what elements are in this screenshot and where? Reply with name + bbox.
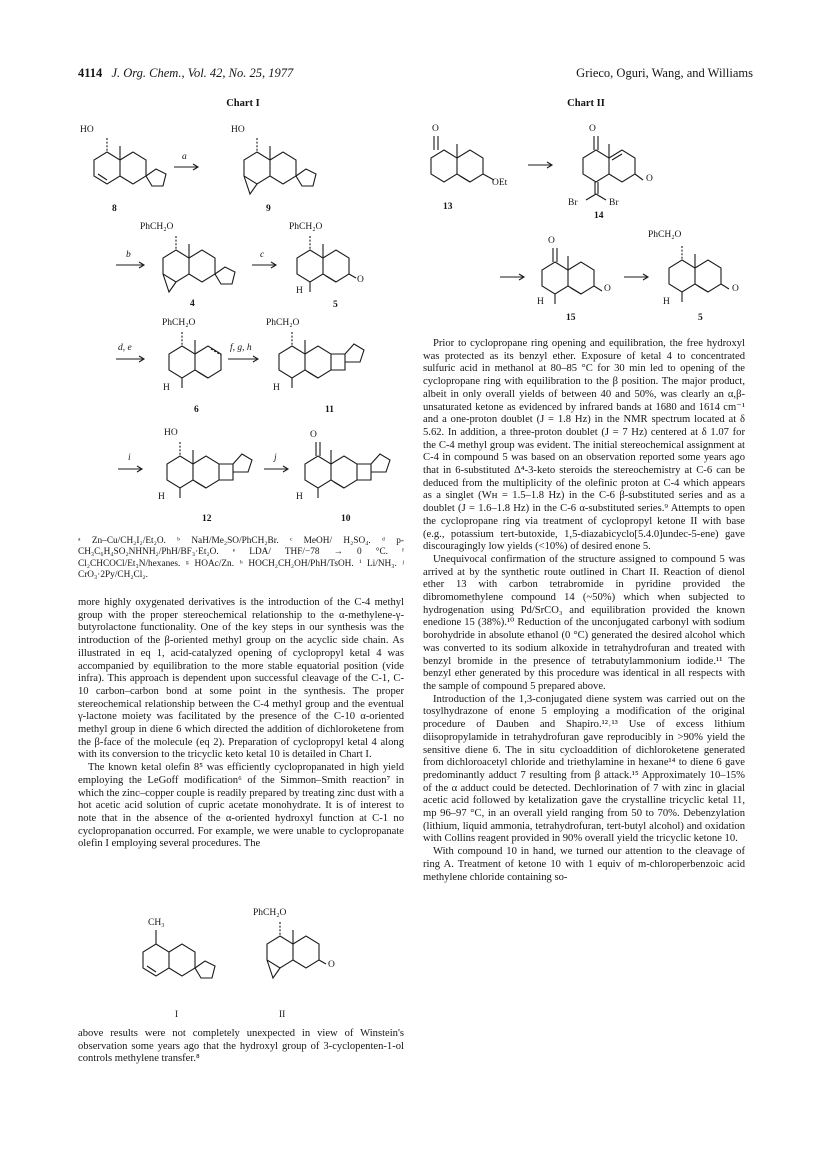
label-o-15b: O: [604, 284, 611, 294]
structure-10: [296, 440, 396, 512]
label-h-10: H: [296, 492, 303, 502]
arrow-i-label: i: [128, 453, 131, 463]
compound-10: 10: [341, 514, 351, 524]
structure-14: [574, 134, 670, 206]
label-o-5: O: [357, 275, 364, 285]
compound-11: 11: [325, 405, 334, 415]
author-list: Grieco, Oguri, Wang, and Williams: [576, 66, 753, 80]
label-o-10: O: [310, 430, 317, 440]
compound-5b: 5: [698, 313, 703, 323]
arrow-c-label: c: [260, 250, 265, 260]
left-column-text: [78, 597, 404, 851]
paragraph: Unequivocal confirmation of the structure assigned to compound 5 was arrived at by the synthetic route outlined in Chart II. Reaction of dienol ether 13 with carbon tetrabromide in pyridine provided the dibromomethylene compound 14 (~50%) which when subjected to hydrogenation using Pd/SrCO₃ and equilibration provided the known enedione 15 (38%).¹⁰ Reduction of the unconjugated carbonyl with sodium borohydride in absolute ethanol (0 °C) generated the desired alcohol which was converted to its sodium alkoxide in tetrahydrofuran and treated with benzyl bromide in the presence of tetrabutylammonium iodide.¹¹ The benzyl ether generated by this procedure was identical in all respects with the sample of compound 5 prepared above.: [423, 553, 745, 692]
paragraph: With compound 10 in hand, we turned our attention to the cleavage of ring A. Treatment of ketone 10 with 1 equiv of m-chloroperbenzoic acid methylene chloride containing so-: [423, 846, 745, 883]
paragraph: Prior to cyclopropane ring opening and equilibration, the free hydroxyl was protected as its benzyl ether. Exposure of ketal 4 to concentrated sulfuric acid in methanol at 80–85 °C for 30 min led to opening of the cyclopropane ring with equilibration to the β position. The major product, albeit in only overall yields of between 40 and 50%, was clearly an α,β-unsaturated ketone as evidenced by infrared bands at 1680 and 1614 cm⁻¹ and a one-proton doublet (J = 1.8 Hz) in the NMR spectrum located at δ 5.62. In addition, a three-proton doublet (J = 7 Hz) centered at δ 1.07 for the C-4 methyl group was evident. The initial stereochemical assignment at C-4 in compound 5 was based on an observation reported some years ago that in 6-substituted Δ⁴-3-keto steroids the stereochemistry at C-6 can be deduced from the multiplicity of the olefinic proton at C-4 which appears as a singlet (Wʜ = 1.5–1.8 Hz) in the C-6 β-substituted series and as a doublet (J = 1.6–1.8 Hz) in the C-6 α-substituted series.⁹ Attempts to open the cyclopropane ring via treatment of cyclopropyl ketone II with base (e.g., potassium tert-butoxide, 1,5-diazabicyclo[5.4.0]undec-5-ene) gave discouragingly low yields (<10%) of desired enone 5.: [423, 338, 745, 553]
label-h-5b: H: [663, 297, 670, 307]
compound-15: 15: [566, 313, 576, 323]
label-bn-5: PhCH₂O: [289, 222, 323, 232]
label-o-13: O: [432, 124, 439, 134]
label-bn-6: PhCH₂O: [162, 318, 196, 328]
right-column-text: [423, 338, 745, 884]
arrow-j-label: j: [274, 453, 277, 463]
page-number: 4114: [78, 66, 103, 80]
chart-2-title: Chart II: [567, 98, 605, 109]
compound-13: 13: [443, 202, 453, 212]
structure-11: [270, 330, 370, 402]
label-bn-II: PhCH₂O: [253, 908, 287, 918]
structure-12: [158, 440, 258, 512]
label-o-15a: O: [548, 236, 555, 246]
label-br-2: Br: [609, 198, 619, 208]
left-column-text-2: [78, 1028, 404, 1066]
label-bn-4: PhCH₂O: [140, 222, 174, 232]
paragraph: above results were not completely unexpected in view of Winstein's observation some years ago that the hydroxyl group of 3-cyclopenten-1-ol controls methylene transfer.⁸: [78, 1028, 404, 1065]
label-o-5b: O: [732, 284, 739, 294]
label-br-1: Br: [568, 198, 578, 208]
structure-9: [230, 136, 326, 206]
compound-4: 4: [190, 299, 195, 309]
label-oet-13: OEt: [492, 178, 508, 188]
compound-5: 5: [333, 300, 338, 310]
label-o-II: O: [328, 960, 335, 970]
running-head: [78, 66, 753, 82]
label-ho-8: HO: [80, 125, 94, 135]
arrow-de-label: d, e: [118, 343, 132, 353]
paragraph: Introduction of the 1,3-conjugated diene system was carried out on the tosylhydrazone of enone 5 employing a modification of the original procedure of Dauben and Shapiro.¹²˒¹³ Use of excess lithium diisopropylamide in tetrahydrofuran gave reproducibly in >90% yield the sensitive diene 6. The in situ cycloaddition of dichloroketene generated from dichloroacetyl chloride and triethylamine in hexane¹⁴ to diene 6 gave predominantly adduct 7 resulting from β attack.¹⁵ Approximately 10–15% of the α adduct could be detected. Dechlorination of 7 with zinc in glacial acetic acid followed by ketalization gave the crystalline tricyclic ketal 11, mp 96–97 °C, in an overall yield ranging from 50 to 70%. Debenzylation (lithium, liquid ammonia, tetrahydrofuran, tert-butyl alcohol) and oxidation with Collins reagent provided in 90% overall yield the tricyclic ketone 10.: [423, 693, 745, 845]
journal-citation: J. Org. Chem., Vol. 42, No. 25, 1977: [111, 66, 294, 80]
structure-4: [150, 234, 246, 306]
label-bn-11: PhCH₂O: [266, 318, 300, 328]
compound-6: 6: [194, 405, 199, 415]
label-o-14a: O: [589, 124, 596, 134]
label-h-6: H: [163, 383, 170, 393]
label-ch3: CH₃: [148, 918, 165, 928]
paragraph: more highly oxygenated derivatives is the introduction of the C-4 methyl group with the proper stereochemical relationship to the α-methylene-γ-butyrolactone functionality. One of the key steps in our synthesis was the introduction of the β-oriented methyl group on the acyclic side chain. As illustrated in eq 1, acid-catalyzed opening of cyclopropyl ketal 4 was accompanied by equilibration to the more stable equatorial position (vide infra). This approach is dependent upon successful cleavage of the C-1, C-10 carbon–carbon bond at some point in the synthesis. The proper stereochemical relationship between the C-4 methyl group and the eventual γ-lactone moiety was facilitated by the presence of the C-10 α-oriented methyl group in diene 6 which directed the addition of dichloroketene from the β-face of the molecule (eq 2). Preparation of cyclopropyl ketal 4 along with its conversion to the tricyclic keto ketal 10 is detailed in Chart I.: [78, 597, 404, 761]
chart-1-title: Chart I: [226, 98, 260, 109]
compound-12: 12: [202, 514, 212, 524]
paragraph: The known ketal olefin 8⁵ was efficiently cyclopropanated in high yield employing the LeGoff modification⁶ of the Simmon–Smith reaction⁷ in which the zinc–copper couple is readily prepared by treating zinc dust with a hot acetic acid solution of cupric acetate monohydrate. It is of interest to note that in the absence of the α-oriented hydroxyl function at C-1 no cyclopropanation occurred. For example, we were unable to cyclopropanate olefin I employing several procedures. The: [78, 762, 404, 850]
label-h-15: H: [537, 297, 544, 307]
compound-8: 8: [112, 204, 117, 214]
label-o-14b: O: [646, 174, 653, 184]
structure-I: [120, 928, 220, 1000]
label-h-5: H: [296, 286, 303, 296]
label-bn-5b: PhCH₂O: [648, 230, 682, 240]
compound-14: 14: [594, 211, 604, 221]
label-ho-9: HO: [231, 125, 245, 135]
compound-9: 9: [266, 204, 271, 214]
structure-15: [534, 246, 624, 318]
label-h-11: H: [273, 383, 280, 393]
chart-1-footnote: ᵃ Zn–Cu/CH₂I₂/Et₂O. ᵇ NaH/Me₂SO/PhCH₂Br. ᶜ MeOH/ H₂SO₄. ᵈ p-CH₃C₆H₄SO₂NHNH₂/PhH/BF₃·Et₂O. ᵉ LDA/ THF/−78 → 0 °C. ᶠ Cl₂CHCOCl/Et₃N/hexanes. ᵍ HOAc/Zn. ʰ HOCH₂CH₂OH/PhH/TsOH. ⁱ Li/NH₃. ʲ CrO₃·2Py/CH₂Cl₂.: [78, 536, 404, 581]
structure-8: [80, 136, 170, 206]
arrow-a-label: a: [182, 152, 187, 162]
label-compound-II: II: [279, 1010, 286, 1020]
running-head-left: [78, 66, 293, 81]
structure-13: [428, 134, 524, 198]
arrow-fgh-label: f, g, h: [230, 343, 252, 353]
label-compound-I: I: [175, 1010, 179, 1020]
structure-5b: [660, 244, 750, 316]
label-ho-12: HO: [164, 428, 178, 438]
arrow-b-label: b: [126, 250, 131, 260]
label-h-12: H: [158, 492, 165, 502]
